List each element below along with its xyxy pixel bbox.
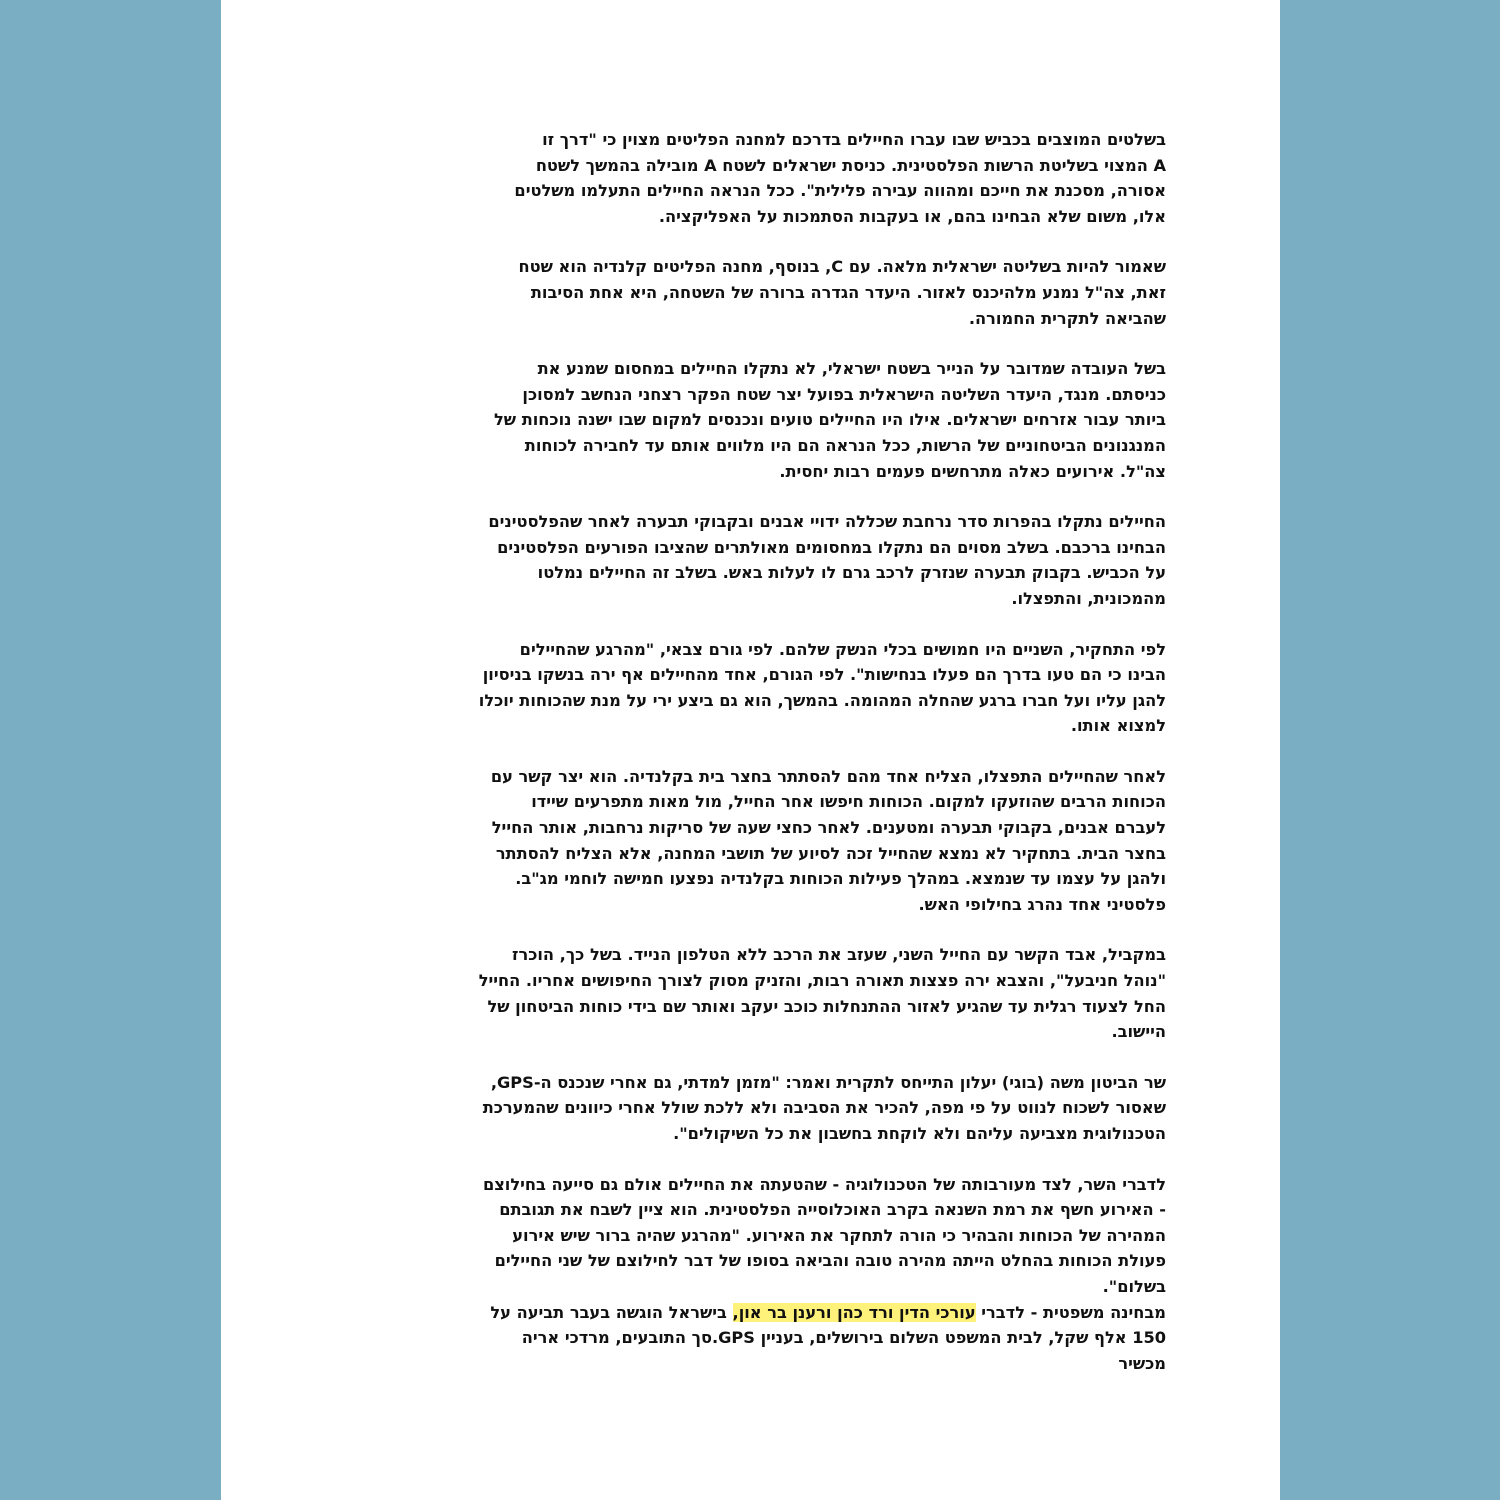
text-line: בשלום". — [1102, 1276, 1166, 1296]
text-line: שהביאה לתקרית החמורה. — [968, 308, 1166, 328]
text-line: זאת, צה"ל נמנע מלהיכנס לאזור. היעדר הגדרה ברורה של השטחה, היא אחת הסיבות — [530, 282, 1166, 302]
text-line: פעולת הכוחות בהחלט הייתה מהירה טובה והביאה בסופו של דבר לחילוצם של שני החיילים — [494, 1251, 1166, 1271]
paragraph-7 — [371, 942, 1166, 1044]
text-line: החיילים נתקלו בהפרות סדר נרחבת שכללה ידויי אבנים ובקבוקי תבערה לאחר שהפלסטינים — [488, 512, 1166, 532]
paragraph-3 — [371, 356, 1166, 484]
paragraph-10 — [371, 1300, 1166, 1377]
paragraph-1 — [371, 127, 1166, 229]
paragraph-5 — [371, 637, 1166, 739]
text-segment: בישראל הוגשה בעבר תביעה על — [490, 1302, 733, 1322]
text-line: על הכביש. בקבוק תבערה שנזרק לרכב גרם לו לעלות באש. בשלב זה החיילים נמלטו — [537, 563, 1166, 583]
text-line: הטכנולוגית מצביעה עליהם ולא לוקחת בחשבון את כל השיקולים". — [673, 1124, 1166, 1143]
text-line: למצוא אותו. — [1070, 716, 1166, 736]
text-line: הכוחות הרבים שהוזעקו למקום. הכוחות חיפשו אחר החייל, מול מאות מתפרעים שיידו — [531, 792, 1166, 812]
text-line: בחצר הבית. בתחקיר לא נמצא שהחייל זכה לסיוע של תושבי המחנה, אלא הצליח להסתתר — [495, 843, 1166, 863]
text-line: שר הביטון משה (בוגי) יעלון התייחס לתקרית ואמר: "מזמן למדתי, גם אחרי שנכנס ה-GPS, — [490, 1072, 1166, 1092]
text-line: שאסור לשכוח לנווט על פי מפה, להכיר את הסביבה ולא ללכת שולל אחרי כיוונים שהמערכת — [482, 1098, 1166, 1118]
text-segment: מבחינה משפטית - לדברי — [975, 1302, 1166, 1322]
text-line: אלו, משום שלא הבחינו בהם, או בעקבות הסתמכות על האפליקציה. — [658, 206, 1166, 226]
text-line: A המצוי בשליטת הרשות הפלסטינית. כניסת ישראלים לשטח A מובילה בהמשך לשטח — [535, 155, 1166, 175]
highlighted-text: עורכי הדין ורד כהן ורענן בר און, — [732, 1302, 976, 1322]
text-line: "נוהל חניבעל", והצבא ירה פצצות תאורה רבות, והזניק מסוק לצורך החיפושים אחריו. החייל — [478, 971, 1166, 991]
document-page — [221, 0, 1280, 1500]
document-body — [371, 127, 1166, 1376]
text-line: להגן עליו ועל חברו ברגע שהחלה המהומה. בהמשך, הוא גם ביצע ירי על מנת שהכוחות יוכלו — [478, 690, 1166, 710]
text-line: המהירה של הכוחות והבהיר כי הורה לתחקר את האירוע. "מהרגע שהיה ברור שיש אירוע — [512, 1225, 1166, 1245]
text-line: במקביל, אבד הקשר עם החייל השני, שעזב את הרכב ללא הטלפון הנייד. בשל כך, הוכרז — [511, 945, 1166, 965]
text-line: בשלטים המוצבים בכביש שבו עברו החיילים בדרכם למחנה הפליטים מצוין כי "דרך זו — [542, 130, 1166, 149]
paragraph-6 — [371, 764, 1166, 918]
text-line: צה"ל. אירועים כאלה מתרחשים פעמים רבות יחסית. — [779, 461, 1166, 481]
text-line: הבינו כי הם טעו בדרך הם פעלו בנחישות". לפי הגורם, אחד מהחיילים אף ירה בנשקו בניסיון — [482, 665, 1166, 685]
text-line: 150 אלף שקל, לבית המשפט השלום בירושלים, בעניין GPS.סך התובעים, מרדכי אריה — [521, 1328, 1166, 1348]
text-line: המנגנונים הביטחוניים של הרשות, ככל הנראה הם היו מלווים אותם עד לחבירה לכוחות — [524, 435, 1166, 455]
text-line: לדברי השר, לצד מעורבותה של הטכנולוגיה - שהטעתה את החיילים אולם גם סייעה בחילוצם — [482, 1174, 1166, 1194]
text-line: לפי התחקיר, השניים היו חמושים בכלי הנשק שלהם. לפי גורם צבאי, "מהרגע שהחיילים — [519, 639, 1166, 659]
text-line: היישוב. — [1111, 1022, 1166, 1042]
text-line: - האירוע חשף את רמת השנאה בקרב האוכלוסייה הפלסטינית. הוא ציין לשבח את תגובתם — [499, 1200, 1166, 1220]
text-line: ביותר עבור אזרחים ישראלים. אילו היו החיילים טועים ונכנסים למקום שבו ישנה נוכחות של — [493, 410, 1166, 430]
text-line: הבחינו ברכבם. בשלב מסוים הם נתקלו במחסומים מאולתרים שהציבו הפורעים הפלסטינים — [497, 537, 1166, 557]
text-line: החל לצעוד רגלית עד שהגיע לאזור ההתנחלות כוכב יעקב ואותר שם בידי כוחות הביטחון של — [487, 996, 1166, 1016]
paragraph-8 — [371, 1070, 1166, 1147]
paragraph-4 — [371, 509, 1166, 611]
text-line: אסורה, מסכנת את חייכם ומהווה עבירה פלילית". ככל הנראה החיילים התעלמו משלטים — [514, 181, 1166, 201]
text-line: מכשיר — [1118, 1353, 1166, 1373]
text-line: שאמור להיות בשליטה ישראלית מלאה. עם C, בנוסף, מחנה הפליטים קלנדיה הוא שטח — [518, 257, 1166, 277]
text-line — [371, 1300, 1166, 1326]
paragraph-9 — [371, 1172, 1166, 1300]
text-line: מהמכונית, והתפצלו. — [1011, 588, 1166, 608]
text-line: בשל העובדה שמדובר על הנייר בשטח ישראלי, לא נתקלו החיילים במחסום שמנע את — [537, 359, 1166, 379]
text-line: לעברם אבנים, בקבוקי תבערה ומטענים. לאחר כחצי שעה של סריקות נרחבות, אותר החייל — [491, 818, 1166, 838]
text-line: ולהגן על עצמו עד שנמצא. במהלך פעילות הכוחות בקלנדיה נפצעו חמישה לוחמי מג"ב. — [515, 869, 1166, 889]
text-line: פלסטיני אחד נהרג בחילופי האש. — [918, 894, 1166, 914]
text-line: כניסתם. מנגד, היעדר השליטה הישראלית בפועל יצר שטח הפקר רצחני הנחשב למסוכן — [522, 384, 1166, 404]
text-line: לאחר שהחיילים התפצלו, הצליח אחד מהם להסתתר בחצר בית בקלנדיה. הוא יצר קשר עם — [490, 766, 1166, 786]
paragraph-2 — [371, 254, 1166, 331]
